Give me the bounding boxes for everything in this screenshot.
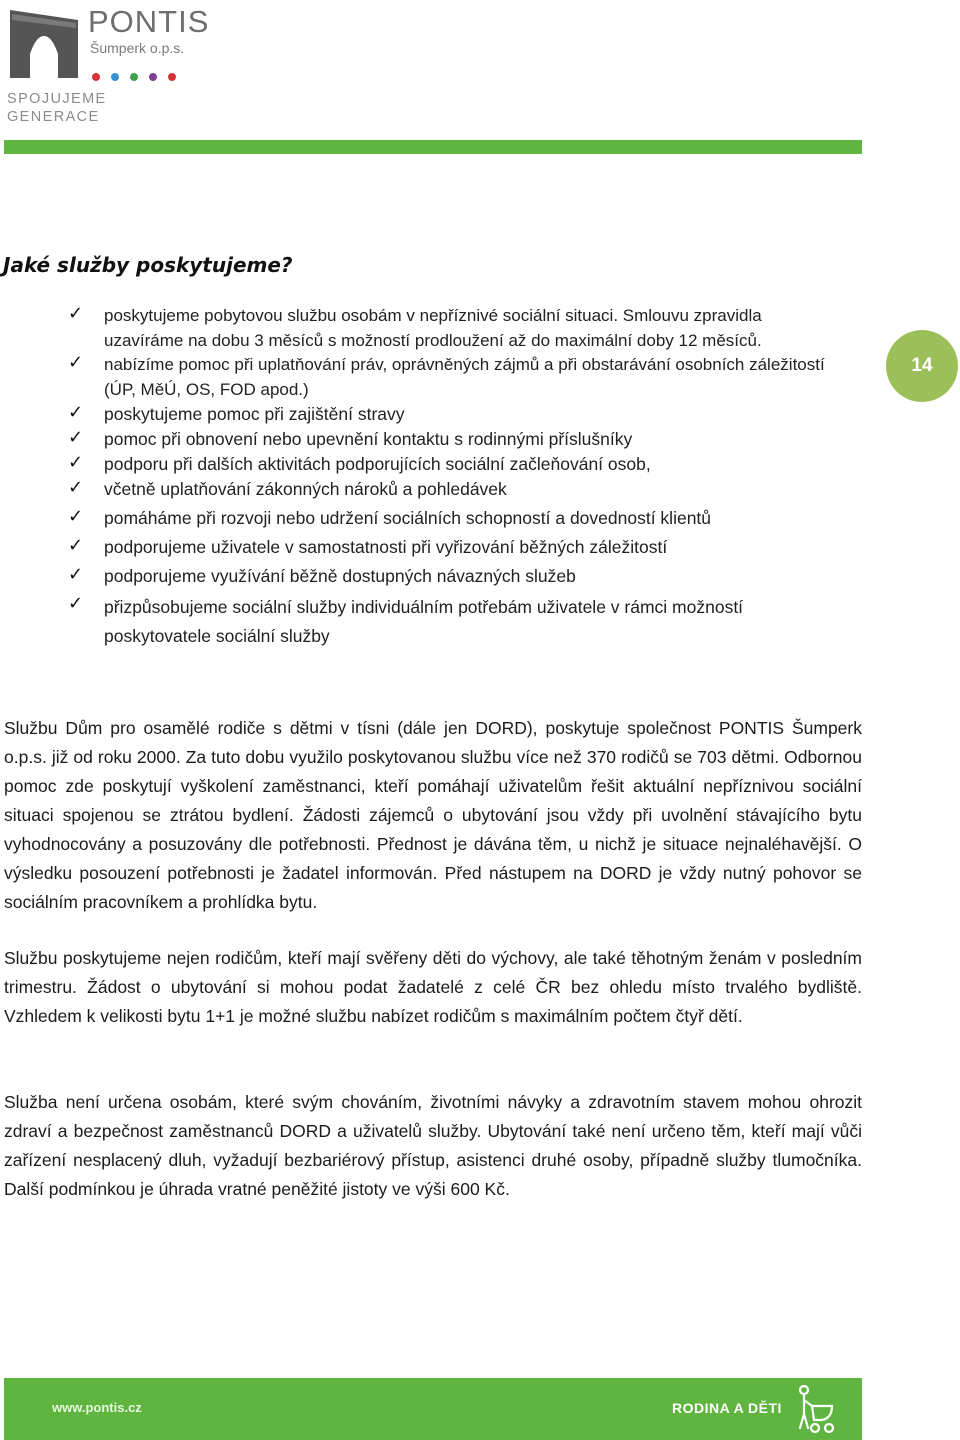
list-item-text: nabízíme pomoc při uplatňování práv, oprávněných zájmů a při obstarávání osobních záležitostí (ÚP, MěÚ, OS, FOD apod.)	[104, 355, 825, 399]
list-item-text: přizpůsobujeme sociální služby individuálním potřebám uživatele v rámci možností poskytovatele sociální služby	[104, 597, 744, 646]
logo-tagline: SPOJUJEME GENERACE	[7, 91, 107, 125]
body-paragraph: Službu Dům pro osamělé rodiče s dětmi v tísni (dále jen DORD), poskytuje společnost PONTIS Šumperk o.p.s. již od roku 2000. Za tuto dobu využilo poskytovanou službu více než 370 rodičů se 703 dětmi. Odbornou pomoc zde poskytují vyškolení zaměstnanci, kteří pomáhají uživatelům řešit aktuální nepříznivou sociální situaci spojenou se ztrátou bydlení. Žádosti zájemců o ubytování jsou vždy při uvolnění stávajícího bytu vyhodnocovány a posuzovány dle potřebnosti. Přednost je dávána těm, u nichž je situace nejnaléhavější. O výsledku posouzení potřebnosti je žadatel informován. Před nástupem na DORD je vždy nutný pohovor se sociálním pracovníkem a prohlídka bytu.	[4, 718, 862, 912]
checkmark-icon: ✓	[68, 564, 84, 585]
list-item-text: pomáháme při rozvoji nebo udržení sociálních schopností a dovedností klientů	[104, 508, 712, 528]
checkmark-icon: ✓	[68, 303, 84, 324]
list-item-text: podporujeme využívání běžně dostupných návazných služeb	[104, 566, 576, 586]
logo-dot	[130, 73, 138, 81]
bridge-arch-icon	[6, 6, 82, 80]
checkmark-icon: ✓	[68, 477, 84, 498]
logo-dots	[92, 68, 187, 86]
checkmark-icon: ✓	[68, 506, 84, 527]
logo-dot	[92, 73, 100, 81]
list-item-text: poskytujeme pobytovou službu osobám v nepříznivé sociální situaci. Smlouvu zpravidla uzavíráme na dobu 3 měsíců s možností prodloužení až do maximální doby 12 měsíců.	[104, 306, 762, 350]
checkmark-icon: ✓	[68, 593, 84, 614]
logo-dot	[168, 73, 176, 81]
family-stroller-icon	[792, 1384, 838, 1436]
checkmark-icon: ✓	[68, 352, 84, 373]
list-item-text: poskytujeme pomoc při zajištění stravy	[104, 404, 405, 424]
footer-label: RODINA A DĚTI	[672, 1400, 782, 1416]
checkmark-icon: ✓	[68, 427, 84, 448]
list-item-text: podporu při dalších aktivitách podporujících sociální začleňování osob,	[104, 454, 651, 474]
section-title: Jaké služby poskytujeme?	[3, 253, 293, 277]
body-paragraph: Službu poskytujeme nejen rodičům, kteří mají svěřeny děti do výchovy, ale také těhotným ženám v posledním trimestru. Žádost o ubytování si mohou podat žadatelé z celé ČR bez ohledu místo trvalého bydliště. Vzhledem k velikosti bytu 1+1 je možné službu nabízet rodičům s maximálním počtem čtyř dětí.	[4, 948, 862, 1026]
footer-url: www.pontis.cz	[52, 1400, 142, 1415]
page-number-badge: 14	[886, 330, 958, 402]
body-paragraph: Služba není určena osobám, které svým chováním, životními návyky a zdravotním stavem mohou ohrozit zdraví a bezpečnost zaměstnanců DORD a uživatelů služby. Ubytování také není určeno těm, kteří mají vůči zařízení nesplacený dluh, vyžadují bezbariérový přístup, asistenci druhé osoby, případně služby tlumočníka. Další podmínkou je úhrada vratné peněžité jistoty ve výši 600 Kč.	[4, 1092, 862, 1199]
header-divider-bar	[4, 140, 862, 154]
list-item-text: pomoc při obnovení nebo upevnění kontaktu s rodinnými příslušníky	[104, 429, 633, 449]
checkmark-icon: ✓	[68, 535, 84, 556]
logo-dot	[149, 73, 157, 81]
list-item-text: včetně uplatňování zákonných nároků a pohledávek	[104, 479, 507, 499]
logo-name: PONTIS	[88, 4, 210, 39]
checkmark-icon: ✓	[68, 402, 84, 423]
checkmark-icon: ✓	[68, 452, 84, 473]
pontis-logo	[4, 2, 210, 125]
logo-dot	[111, 73, 119, 81]
logo-subtitle: Šumperk o.p.s.	[90, 40, 185, 56]
footer-bar	[4, 1378, 862, 1440]
list-item-text: podporujeme uživatele v samostatnosti při vyřizování běžných záležitostí	[104, 537, 668, 557]
